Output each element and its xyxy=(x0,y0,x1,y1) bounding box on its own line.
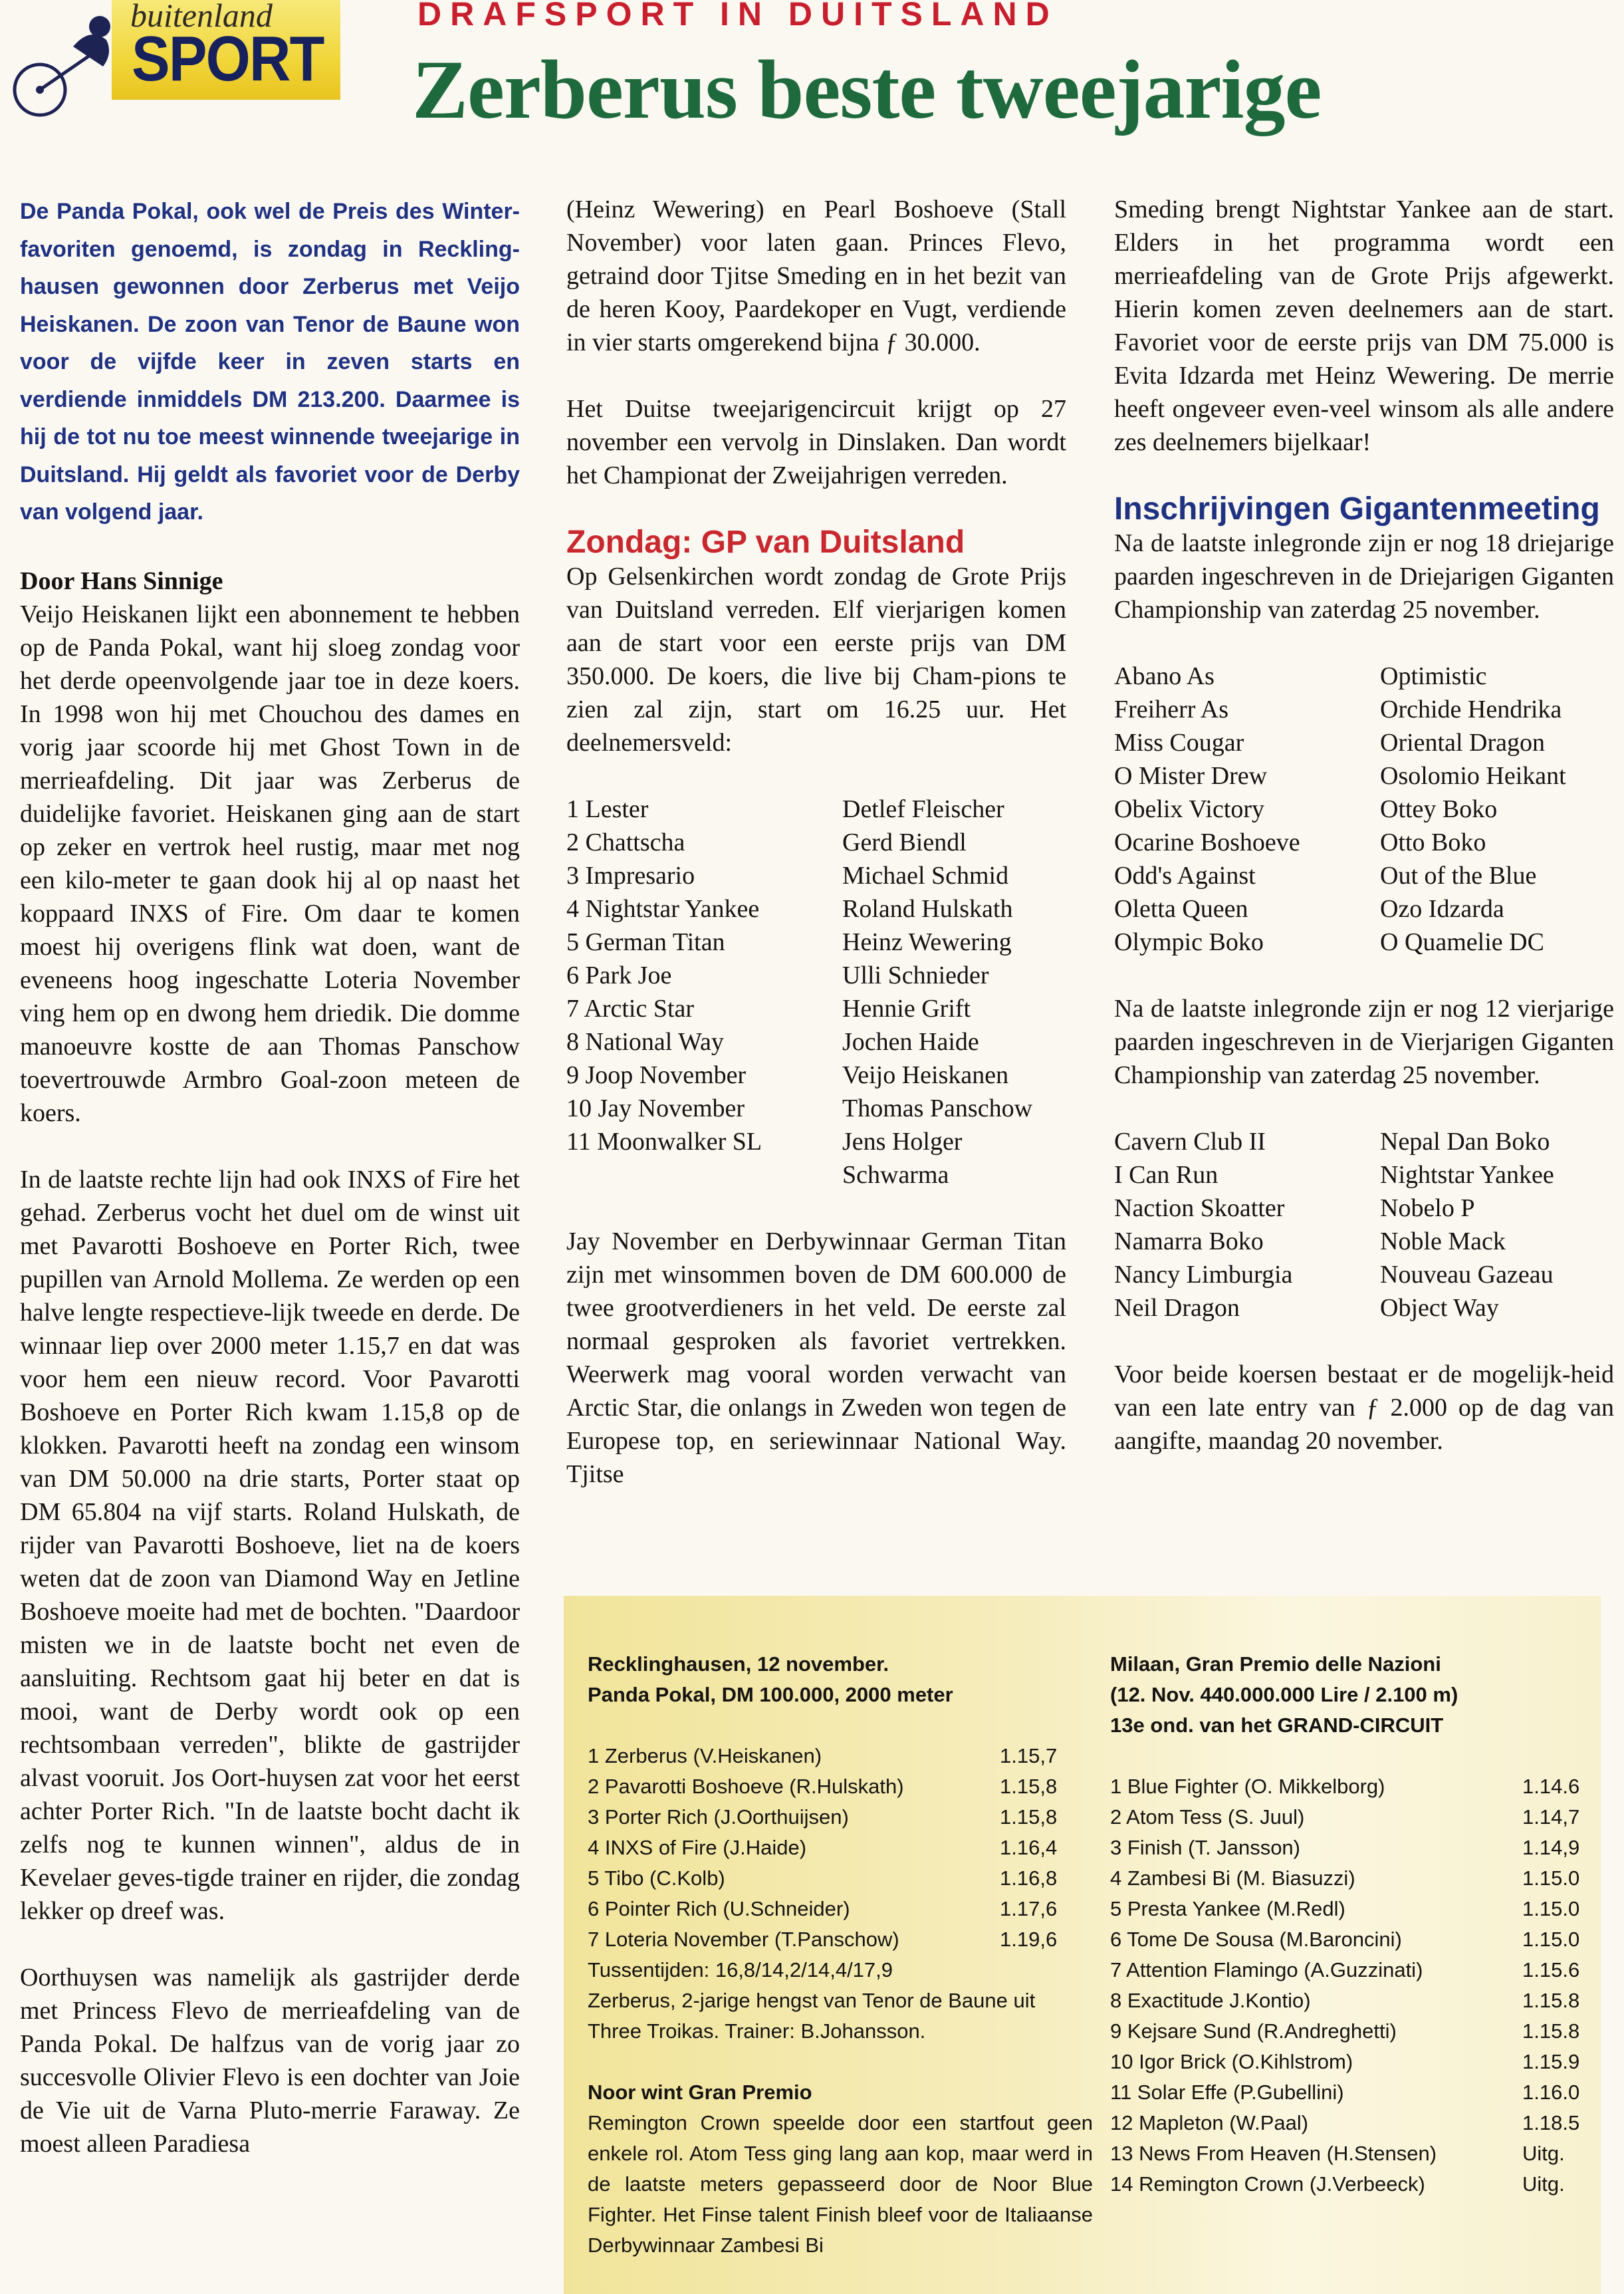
result-row xyxy=(588,1771,1093,1802)
result-name: 6 Tome De Sousa (M.Baroncini) xyxy=(1110,1928,1402,1951)
column-3 xyxy=(1114,193,1614,1491)
box-left-title-1: Recklinghausen, 12 november. xyxy=(588,1652,889,1676)
field-horse: 4 Nightstar Yankee xyxy=(566,895,760,923)
result-time: 1.15.6 xyxy=(1522,1958,1580,1981)
logo-small-text: buitenland xyxy=(130,0,273,34)
entry-name: Cavern Club II xyxy=(1114,1128,1266,1156)
entry-name: I Can Run xyxy=(1114,1161,1218,1189)
field-driver: Hennie Grift xyxy=(842,995,971,1023)
box-right-title-2: (12. Nov. 440.000.000 Lire / 2.100 m) xyxy=(1110,1683,1458,1706)
section-kicker: DRAFSPORT IN DUITSLAND xyxy=(417,0,1058,33)
result-row xyxy=(588,1802,1093,1833)
box-right-results xyxy=(1110,1771,1589,2200)
entry-name: Nouveau Gazeau xyxy=(1380,1261,1554,1289)
result-time: 1.15.0 xyxy=(1522,1866,1580,1890)
col2-para-1: (Heinz Wewering) en Pearl Boshoeve (Stall November) voor laten gaan. Princes Flevo, getraind door Tjitse Smeding en in het bezit van de heren Kooy, Paardekoper en Vugt, verdiende in vier starts omgerekend bijna ƒ 30.000. xyxy=(566,195,1066,356)
entry-name: Out of the Blue xyxy=(1380,862,1537,890)
result-row xyxy=(1110,2138,1589,2169)
box-right-title-1: Milaan, Gran Premio delle Nazioni xyxy=(1110,1652,1441,1676)
result-time: 1.17,6 xyxy=(1000,1897,1058,1920)
article-intro: De Panda Pokal, ook wel de Preis des Winter-favoriten genoemd, is zondag in Reckling-hausen gewonnen door Zerberus met Veijo Heiskanen. De zoon van Tenor de Baune won voor de vijfde keer in zeven starts en verdiende inmiddels DM 213.200. Daarmee is hij de tot nu toe meest winnende tweejarige in Duitsland. Hij geldt als favoriet voor de Derby van volgend jaar. xyxy=(20,199,520,525)
subheading-gp-duitsland: Zondag: GP van Duitsland xyxy=(566,525,965,560)
results-box-recklinghausen xyxy=(588,1649,1093,2261)
entry-name: Nepal Dan Boko xyxy=(1380,1128,1550,1156)
entry-name: Osolomio Heikant xyxy=(1380,762,1566,790)
result-name: 7 Loteria November (T.Panschow) xyxy=(588,1928,899,1951)
result-name: 5 Presta Yankee (M.Redl) xyxy=(1110,1897,1345,1920)
result-row xyxy=(1110,1985,1589,2016)
result-time: 1.16.0 xyxy=(1522,2081,1580,2104)
result-name: 2 Atom Tess (S. Juul) xyxy=(1110,1805,1305,1829)
result-row xyxy=(1110,2108,1589,2138)
article-headline: Zerberus beste tweejarige xyxy=(412,44,1322,136)
result-row xyxy=(588,1863,1093,1894)
results-boxes xyxy=(564,1596,1601,2294)
entry-name: Oletta Queen xyxy=(1114,895,1248,923)
result-time: 1.15.9 xyxy=(1522,2050,1580,2073)
field-driver: Michael Schmid xyxy=(842,862,1009,890)
result-row xyxy=(1110,1924,1589,1955)
col3-para-4: Voor beide koersen bestaat er de mogelijk-heid van een late entry van ƒ 2.000 op de dag van aangifte, maandag 20 november. xyxy=(1114,1360,1614,1455)
entry-name: O Quamelie DC xyxy=(1380,928,1544,956)
result-time: 1.15.8 xyxy=(1522,1989,1580,2012)
field-driver: Heinz Wewering xyxy=(842,928,1012,956)
column-2 xyxy=(566,193,1066,1524)
result-name: 1 Blue Fighter (O. Mikkelborg) xyxy=(1110,1775,1385,1798)
field-horse xyxy=(566,1158,842,1192)
result-row xyxy=(1110,1863,1589,1894)
three-year-olds-list xyxy=(1114,660,1614,959)
result-row xyxy=(1110,2077,1589,2108)
field-horse: 3 Impresario xyxy=(566,862,695,890)
result-time: 1.14.6 xyxy=(1522,1775,1580,1798)
entry-name: Noble Mack xyxy=(1380,1227,1506,1255)
entry-name: Obelix Victory xyxy=(1114,795,1265,823)
col2-para-2: Het Duitse tweejarigencircuit krijgt op 27 november een vervolg in Dinslaken. Dan wordt het Championat der Zweijahrigen verreden. xyxy=(566,395,1066,489)
field-horse: 1 Lester xyxy=(566,795,649,823)
result-row xyxy=(1110,1894,1589,1924)
entry-name: Nancy Limburgia xyxy=(1114,1261,1293,1289)
field-horse: 11 Moonwalker SL xyxy=(566,1128,762,1156)
entry-name: Odd's Against xyxy=(1114,862,1256,890)
box-left-title-2: Panda Pokal, DM 100.000, 2000 meter xyxy=(588,1683,953,1706)
field-horse: 7 Arctic Star xyxy=(566,995,695,1023)
entry-name: Miss Cougar xyxy=(1114,729,1244,757)
col2-para-3: Op Gelsenkirchen wordt zondag de Grote Prijs van Duitsland verreden. Elf vierjarigen komen aan de start voor een eerste prijs van DM 350.000. De koers, die live bij Cham-pions te zien zal zijn, start om 16.25 uur. Het deelnemersveld: xyxy=(566,563,1066,757)
col1-para-1: Door Hans Sinnige Veijo Heiskanen lijkt een abonnement te hebben op de Panda Pokal, want hij sloeg zondag voor het derde opeenvolgende jaar toe in deze koers. In 1998 won hij met Chouchou des dames en vorig jaar scoorde hij met Ghost Town in de merrieafdeling. Dit jaar was Zerberus de duidelijke favoriet. Heiskanen ging aan de start op zeker en vertrok heel rustig, maar met nog een kilo-meter te gaan dook hij al op naast het koppaard INXS of Fire. Om daar te komen moest hij overigens flink wat doen, want de eveneens hoog ingeschatte Loteria November ving hem op en dwong hem driedik. Die domme manoeuvre kostte de aan Thomas Panschow toevertrouwde Armbro Goal-zoon meteen de koers. xyxy=(20,565,520,1130)
result-name: 6 Pointer Rich (U.Schneider) xyxy=(588,1897,850,1920)
result-time: 1.15,7 xyxy=(1000,1744,1058,1767)
result-row xyxy=(1110,2169,1589,2200)
entry-name: Otto Boko xyxy=(1380,828,1486,856)
result-row xyxy=(1110,1833,1589,1863)
result-time: 1.14,7 xyxy=(1522,1805,1580,1829)
col3-para-1: Smeding brengt Nightstar Yankee aan de start. Elders in het programma wordt een merrieafdeling van de Grote Prijs afgewerkt. Hierin komen zeven deelnemers aan de start. Favoriet voor de eerste prijs van DM 75.000 is Evita Idzarda met Heinz Wewering. De merrie heeft ongeveer even-veel winsom als alle andere zes deelnemers bijelkaar! xyxy=(1114,195,1614,456)
result-time: 1.16,8 xyxy=(1000,1866,1058,1890)
result-row xyxy=(1110,1771,1589,1802)
field-horse: 10 Jay November xyxy=(566,1094,745,1122)
subheading-gigantenmeeting: Inschrijvingen Gigantenmeeting xyxy=(1114,491,1600,527)
result-name: 10 Igor Brick (O.Kihlstrom) xyxy=(1110,2050,1353,2073)
result-name: 8 Exactitude J.Kontio) xyxy=(1110,1989,1311,2012)
field-driver: Roland Hulskath xyxy=(842,895,1013,923)
entry-name: Abano As xyxy=(1114,662,1215,690)
result-time: 1.15.8 xyxy=(1522,2019,1580,2043)
four-year-olds-list xyxy=(1114,1125,1614,1325)
box-left-results xyxy=(588,1741,1093,1955)
col3-para-3: Na de laatste inlegronde zijn er nog 12 vierjarige paarden ingeschreven in de Vierjarigen Giganten Championship van zaterdag 25 november. xyxy=(1114,995,1614,1089)
result-time: 1.15,8 xyxy=(1000,1775,1058,1798)
entry-name: Olympic Boko xyxy=(1114,928,1264,956)
col3-para-2: Na de laatste inlegronde zijn er nog 18 driejarige paarden ingeschreven in de Driejarigen Giganten Championship van zaterdag 25 november. xyxy=(1114,529,1614,624)
box-left-note: Zerberus, 2-jarige hengst van Tenor de Baune uit Three Troikas. Trainer: B.Johansson. xyxy=(588,1989,1036,2043)
result-time: 1.18.5 xyxy=(1522,2111,1580,2134)
box-right-title-3: 13e ond. van het GRAND-CIRCUIT xyxy=(1110,1714,1444,1737)
entry-name: Neil Dragon xyxy=(1114,1294,1240,1322)
result-time: 1.14,9 xyxy=(1522,1836,1580,1859)
result-name: 3 Porter Rich (J.Oorthuijsen) xyxy=(588,1805,849,1829)
entry-name: Nobelo P xyxy=(1380,1194,1475,1222)
result-row xyxy=(588,1894,1093,1924)
field-horse: 9 Joop November xyxy=(566,1061,747,1089)
result-row xyxy=(1110,1955,1589,1985)
field-driver: Schwarma xyxy=(842,1161,949,1189)
result-row xyxy=(1110,1802,1589,1833)
results-box-milaan xyxy=(1110,1649,1589,2200)
result-name: 3 Finish (T. Jansson) xyxy=(1110,1836,1300,1859)
result-row xyxy=(588,1924,1093,1955)
box-left-splits: Tussentijden: 16,8/14,2/14,4/17,9 xyxy=(588,1958,893,1981)
entry-name: Optimistic xyxy=(1380,662,1487,690)
byline: Door Hans Sinnige xyxy=(20,567,223,595)
field-horse: 6 Park Joe xyxy=(566,961,672,989)
col1-para-2: In de laatste rechte lijn had ook INXS of Fire het gehad. Zerberus vocht het duel om de winst uit met Pavarotti Boshoeve en Porter Rich, twee pupillen van Arnold Mollema. Ze werden op een halve lengte respectieve-lijk tweede en derde. De winnaar liep over 2000 meter 1.15,7 en dat was voor hem een nieuw record. Voor Pavarotti Boshoeve en Porter Rich kwam 1.15,8 op de klokken. Pavarotti heeft na zondag een winsom van DM 50.000 na drie starts, Porter staat op DM 65.804 na vijf starts. Roland Hulskath, de rijder van Pavarotti Boshoeve, liet na de koers weten dat de zoon van Diamond Way en Jetline Boshoeve moeite had met de bochten. "Daardoor misten we in de laatste bocht net even de aansluiting. Rechtsom gaat hij beter en dat is mooi, want de Derby wordt ook op een rechtsombaan verreden", blikte de gastrijder alvast vooruit. Jos Oort-huysen zat voor het eerst achter Porter Rich. "In de laatste bocht dacht ik zelfs nog te kunnen winnen", aldus de in Kevelaer geves-tigde trainer en rijder, die zondag lekker op dreef was. xyxy=(20,1165,520,1925)
result-time: 1.16,4 xyxy=(1000,1836,1058,1859)
result-time: Uitg. xyxy=(1522,2172,1565,2196)
column-1 xyxy=(20,193,520,2194)
result-name: 13 News From Heaven (H.Stensen) xyxy=(1110,2142,1437,2165)
entry-name: Namarra Boko xyxy=(1114,1227,1264,1255)
field-driver: Thomas Panschow xyxy=(842,1094,1033,1122)
result-time: 1.15.0 xyxy=(1522,1928,1580,1951)
col1-para-3: Oorthuysen was namelijk als gastrijder derde met Princess Flevo de merrieafdeling van de Panda Pokal. De halfzus van de vorig jaar zo succesvolle Olivier Flevo is een dochter van Joie de Vie uit de Varna Pluto-merrie Faraway. Ze moest alleen Paradiesa xyxy=(20,1963,520,2158)
result-time: 1.19,6 xyxy=(1000,1928,1058,1951)
result-row xyxy=(1110,2047,1589,2077)
result-name: 9 Kejsare Sund (R.Andreghetti) xyxy=(1110,2019,1397,2043)
field-driver: Jens Holger xyxy=(842,1128,963,1156)
result-name: 14 Remington Crown (J.Verbeeck) xyxy=(1110,2172,1425,2196)
result-name: 5 Tibo (C.Kolb) xyxy=(588,1866,725,1890)
entry-name: Naction Skoatter xyxy=(1114,1194,1285,1222)
result-name: 4 Zambesi Bi (M. Biasuzzi) xyxy=(1110,1866,1355,1890)
entry-name: Object Way xyxy=(1380,1294,1499,1322)
logo-sport-text: SPORT xyxy=(132,23,324,94)
result-time: 1.15,8 xyxy=(1000,1805,1058,1829)
result-name: 11 Solar Effe (P.Gubellini) xyxy=(1110,2081,1344,2104)
field-table xyxy=(566,793,1066,1192)
field-horse: 8 National Way xyxy=(566,1028,724,1056)
col2-para-4: Jay November en Derbywinnaar German Titan zijn met winsommen boven de DM 600.000 de twee grootverdieners in het veld. De eerste zal normaal gesproken als favoriet vertrekken. Weerwerk mag vooral worden verwacht van Arctic Star, die onlangs in Zweden won tegen de Europese top, en seriewinnaar National Way. Tjitse xyxy=(566,1227,1066,1488)
result-time: Uitg. xyxy=(1522,2142,1565,2165)
entry-name: Nightstar Yankee xyxy=(1380,1161,1554,1189)
result-name: 12 Mapleton (W.Paal) xyxy=(1110,2111,1309,2134)
box-left-text: Remington Crown speelde door een startfout geen enkele rol. Atom Tess ging lang aan kop, maar werd in de laatste meters gepasseerd door de Noor Blue Fighter. Het Finse talent Finish bleef voor de Italiaanse Derbywinnaar Zambesi Bi xyxy=(588,2111,1093,2257)
field-driver: Veijo Heiskanen xyxy=(842,1061,1009,1089)
section-logo xyxy=(0,0,340,118)
entry-name: Ocarine Boshoeve xyxy=(1114,828,1300,856)
entry-name: Ottey Boko xyxy=(1380,795,1498,823)
entry-name: O Mister Drew xyxy=(1114,762,1268,790)
field-driver: Jochen Haide xyxy=(842,1028,979,1056)
field-horse: 2 Chattscha xyxy=(566,828,685,856)
result-name: 1 Zerberus (V.Heiskanen) xyxy=(588,1744,822,1767)
field-driver: Ulli Schnieder xyxy=(842,961,989,989)
field-driver: Gerd Biendl xyxy=(842,828,967,856)
entry-name: Ozo Idzarda xyxy=(1380,895,1504,923)
entry-name: Freiherr As xyxy=(1114,696,1229,723)
entry-name: Orchide Hendrika xyxy=(1380,696,1562,723)
result-name: 2 Pavarotti Boshoeve (R.Hulskath) xyxy=(588,1775,904,1798)
entry-name: Oriental Dragon xyxy=(1380,729,1545,757)
box-left-subheading: Noor wint Gran Premio xyxy=(588,2081,812,2104)
result-row xyxy=(1110,2016,1589,2047)
result-time: 1.15.0 xyxy=(1522,1897,1580,1920)
result-row xyxy=(588,1833,1093,1863)
result-row xyxy=(588,1741,1093,1771)
field-driver: Detlef Fleischer xyxy=(842,795,1004,823)
field-horse: 5 German Titan xyxy=(566,928,725,956)
result-name: 7 Attention Flamingo (A.Guzzinati) xyxy=(1110,1958,1423,1981)
result-name: 4 INXS of Fire (J.Haide) xyxy=(588,1836,807,1859)
